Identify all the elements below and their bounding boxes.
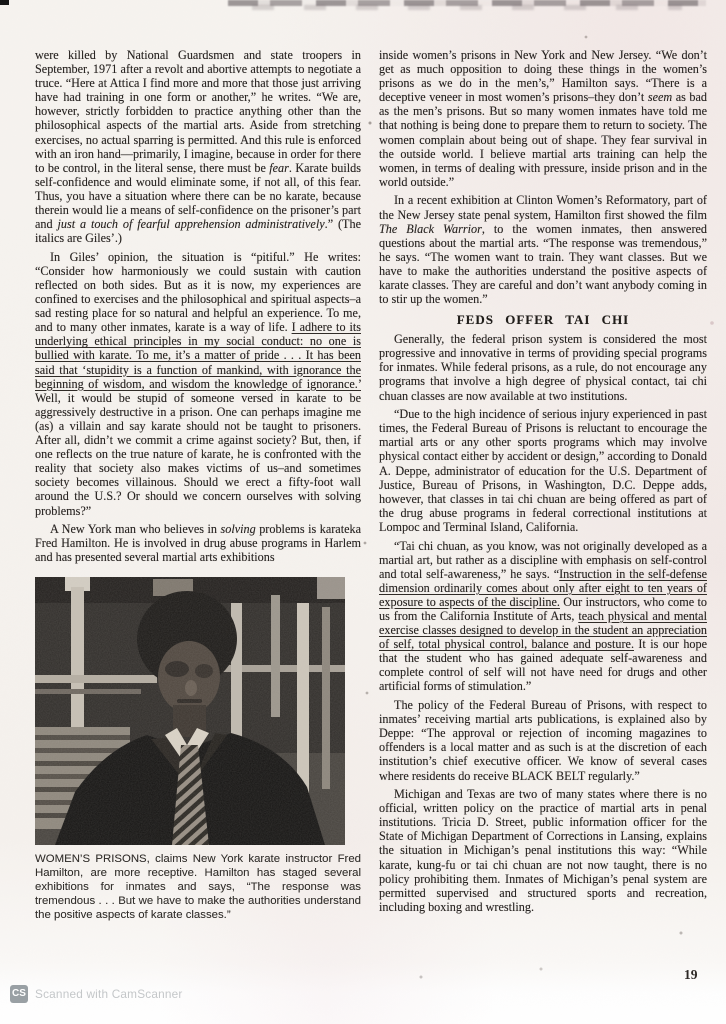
paragraph [379,407,707,534]
text-segment: It is our hope that the student who has gained adequate self-awareness and complete control of self will not have need for drugs and other artificial forms of stimulation.” [379,637,708,694]
text-segment: WOMEN’S PRISONS, claims New York karate instructor Fred Hamilton, are more receptive. Hamilton has staged several exhibitions for inmates and says, “The response was tremendous . . . But we have to make the authorities understand the positive aspects of karate classes.” [35,853,361,921]
text-segment: were killed by National Guardsmen and state troopers in September, 1971 after a revolt and abortive attempts to negotiate a truce. “Here at Attica I find more and more that those just arriving have had training in one form or another,” he writes. “We are, however, strictly forbidden to practice anything other than the philosophical aspects of the martial arts. Aside from stretching exercises, no actual sparring is permitted. And this rule is enforced with an iron hand—primarily, I imagine, because in order for there to be control, in the literal sense, there must be [35,48,361,175]
text-segment: .” (The italics are Giles’.) [35,217,361,246]
right-column [379,48,707,918]
text-segment: Instruction in the self-defense dimension ordinarily comes about only after eight to ten years of exposure to aspects of the discipline. [379,566,707,609]
text-segment: In Giles’ opinion, the situation is “pitiful.” He writes: “Consider how harmoniously we could sustain with caution reflected on both sides. But as it is now, my experiences are confined to exercises and the philosophical and spiritual aspects–a sad resting place for so natural and helpful an experience. To me, and to many other inmates, karate is a way of life. [35,249,361,335]
text-segment: Generally, the federal prison system is considered the most progressive and innovative in terms of providing special programs for inmates. While federal prisons, as a rule, do not encourage any programs that involve a high degree of physical contact, tai chi chuan classes are now available at two institutions. [379,332,707,403]
scan-dust-specks [0,0,2,2]
text-segment: I adhere to its underlying ethical principles in my social conduct: no one is bullied with karate. To me, it’s a matter of pride . . . It has been said that ‘stupidity is a function of mankind, with ignorance the beginning of wisdom, and wisdom the knowledge of ignorance.’ [35,320,361,391]
photo-illustration [35,577,345,845]
camscanner-logo-icon: CS [10,985,28,1003]
paragraph [379,539,707,694]
text-segment: , to the women inmates, then answered questions about the martial arts. “The response was tremendous,” he says. “The women want to train. They want classes. But we have to make the authorities understand the positive aspects of karate classes. They are careful and don’t want anybody coming in to stir up the women.” [379,221,708,307]
text-segment: The policy of the Federal Bureau of Prisons, with respect to inmates’ receiving martial arts publications, is explained also by Deppe: “The approval or rejection of incoming magazines to offenders is a local matter and as such is at the discretion of each institution’s chief executive officer. We know of several cases where residents do receive BLACK BELT regularly.” [379,698,707,783]
scan-artifact-top-smudge [252,5,682,10]
paragraph [379,332,707,402]
left-column [35,48,361,922]
text-segment: just a touch of fearful apprehension administratively [57,217,325,232]
text-segment: Michigan and Texas are two of many states where there is no official, written policy on the practice of martial arts in penal institutions. Tricia D. Street, public information officer for the State of Michigan Department of Corrections in Lansing, explains the situation in Michigan’s penal institutions this way: “While karate, kung-fu or tai chi chuan are not now taught, there is no policy prohibiting them. Inmates of Michigan’s penal system are permitted supervised and structured sports and recreation, including boxing and wrestling. [379,787,707,914]
paragraph [35,250,361,518]
text-segment: In a recent exhibition at Clinton Women’s Reformatory, part of the New Jersey state penal system, Hamilton first showed the film [379,193,707,222]
paragraph [35,522,361,564]
paragraph [35,48,361,245]
text-segment: “Tai chi chuan, as you know, was not originally developed as a martial art, but rather as a discipline with emphasis on self-control and total self-awareness,” he says. “ [379,538,707,581]
text-segment: as bad as the men’s prisons. But so many women inmates have told me that nothing is being done to prepare them to return to society. The women complain about being out of shape. They fear survival in the outside world. I believe martial arts training can help the women, in terms of dealing with pressure, inside prison and in the world outside.” [379,90,708,189]
text-segment: seem [647,90,673,105]
photo-fred-hamilton [35,577,345,845]
section-heading: FEDS OFFER TAI CHI [456,312,630,328]
text-segment: solving [220,522,256,537]
camscanner-watermark [10,985,183,1003]
paragraph [379,48,707,189]
paragraph [379,193,707,306]
page-number: 19 [684,967,698,982]
text-segment: problems is karateka Fred Hamilton. He is involved in drug abuse programs in Harlem and has presented several martial arts exhibitions [35,522,361,565]
text-segment: Our instructors, who come to us from the California Institute of Arts, [379,594,707,623]
paragraph [379,698,707,783]
text-segment: “Due to the high incidence of serious injury experienced in past times, the Federal Bureau of Prisons is reluctant to encourage the martial arts or any other sports programs which may involve physical contact either by accident or design,” according to Donald A. Deppe, administrator of education for the U.S. Department of Justice, Bureau of Prisons, in Washington, D.C. Deppe adds, however, that classes in tai chi chuan are being offered as part of the drug abuse programs in federal correctional institutions at Lompoc and Terminal Island, California. [379,407,707,534]
photo-grain [35,577,345,845]
text-segment: A New York man who believes in [50,522,221,537]
text-segment: teach physical and mental exercise classes designed to develop in the student an appreciation of self, total physical control, balance and posture. [379,608,707,652]
text-segment: Well, it would be stupid of someone versed in karate to be aggressively destructive in a prison. One can perhaps imagine me (as) a villain and say karate should not be taught to prisoners. After all, didn’t we commit a crime against society? But, then, if one reflects on the true nature of karate, he is confronted with the reality that society also makes victims of us–and sometimes society becomes villainous. Should we erect a fifty-foot wall around the U.S.? Or should we concern ourselves with solving problems?” [35,390,361,518]
text-segment: fear [269,160,289,175]
paragraph [379,787,707,914]
text-segment: inside women’s prisons in New York and New Jersey. “We don’t get as much opposition to doing these things in the women’s prisons as we do in the men’s,” Hamilton says. “There is a deceptive veneer in most women’s prisons–they don’t [379,48,707,105]
photo-caption [35,853,361,922]
camscanner-label: Scanned with CamScanner [35,987,183,1001]
text-segment: The Black Warrior [379,221,482,236]
text-segment: . Karate builds self-confidence and would eliminate some, if not all, of this fear. Thus, you have a situation where there can be no karate, because therein would lie a means of self-confidence on the prisoner’s part and [35,160,361,232]
